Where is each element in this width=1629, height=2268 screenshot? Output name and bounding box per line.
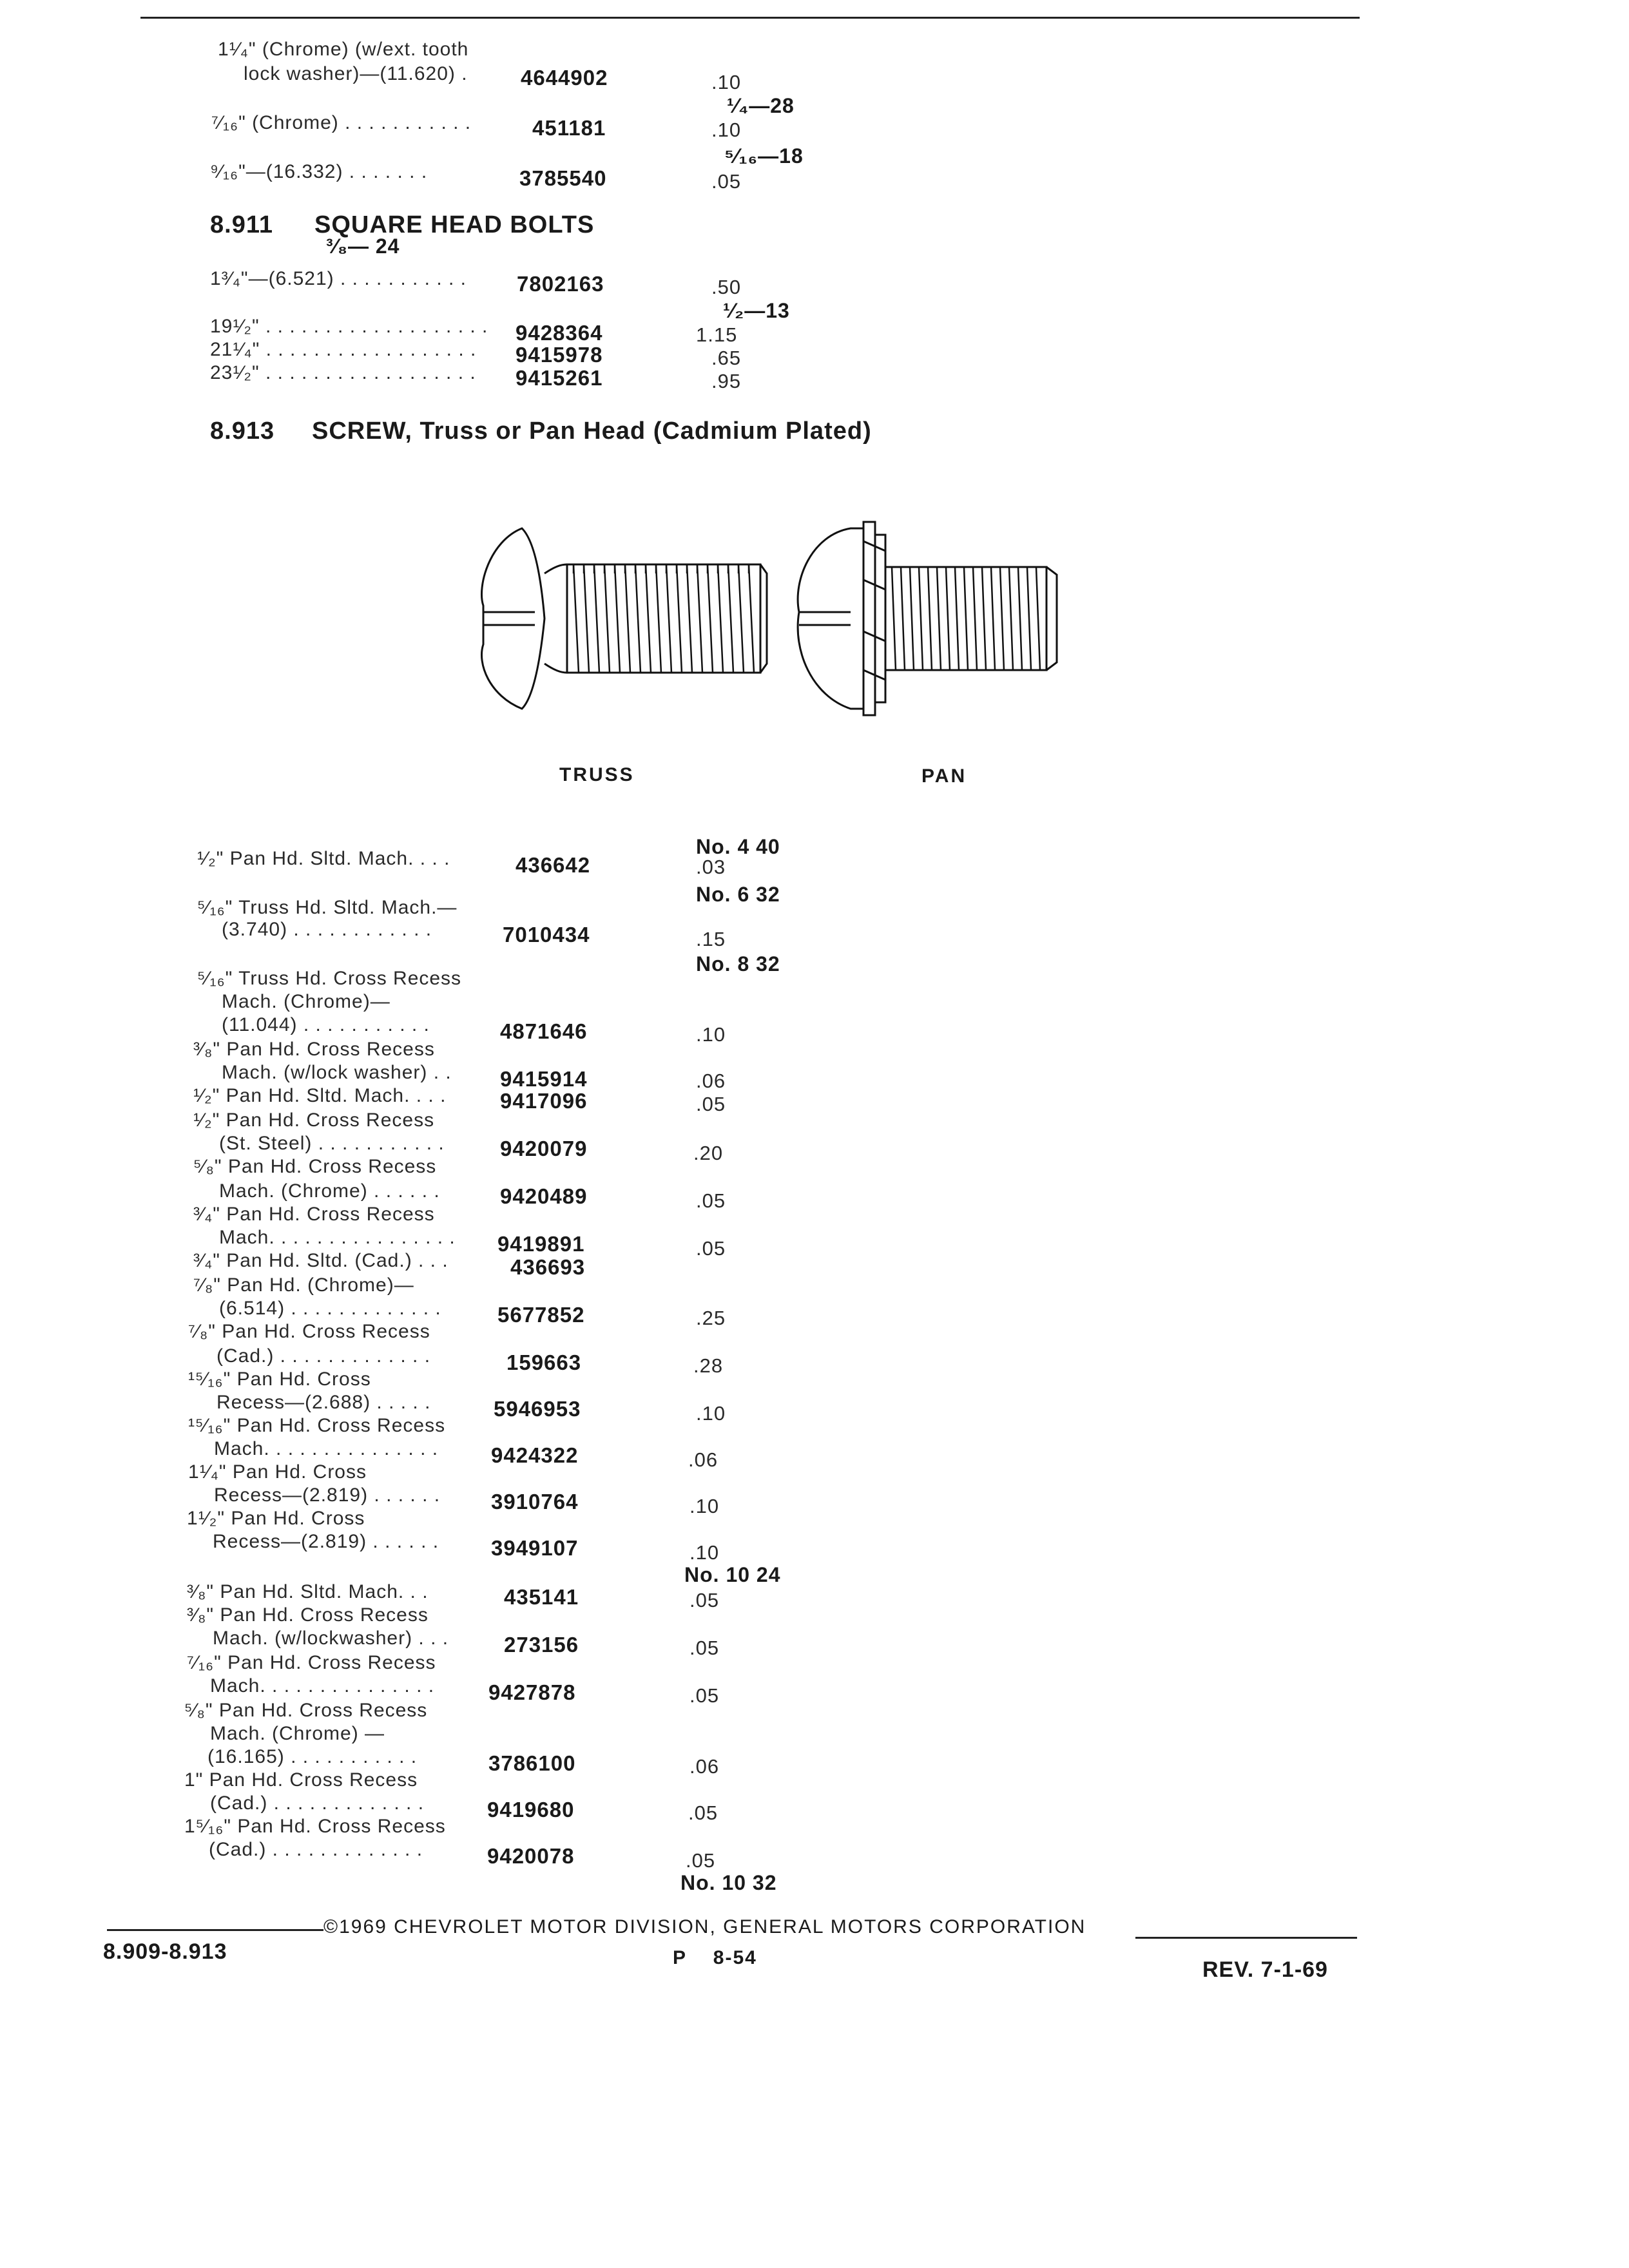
part-number: 3785540 — [519, 166, 607, 190]
entry-desc: ⁷⁄₈" Pan Hd. (Chrome)— — [193, 1274, 414, 1296]
price: .65 — [711, 347, 742, 369]
price: .03 — [696, 856, 726, 878]
price: .06 — [689, 1755, 720, 1778]
screw-illustration — [464, 503, 1070, 747]
thread-size: No. 10 24 — [684, 1563, 781, 1586]
part-number: 9419680 — [487, 1798, 575, 1821]
thread-size: No. 10 32 — [680, 1871, 777, 1894]
price: .05 — [689, 1684, 720, 1707]
part-number: 9419891 — [497, 1232, 585, 1256]
entry-desc: 21¹⁄₄" . . . . . . . . . . . . . . . . . . — [210, 339, 477, 360]
entry-desc: ⁷⁄₈" Pan Hd. Cross Recess — [188, 1321, 430, 1342]
thread-size: No. 4 40 — [696, 835, 780, 858]
pan-screw-drawing — [798, 522, 1057, 715]
entry-desc: Recess—(2.688) . . . . . — [217, 1392, 431, 1413]
entry-desc: ⁵⁄₁₆" Truss Hd. Sltd. Mach.— — [197, 897, 458, 918]
part-number: 3910764 — [491, 1490, 579, 1514]
entry-desc: Mach. . . . . . . . . . . . . . . — [214, 1438, 439, 1459]
part-number: 435141 — [504, 1585, 579, 1609]
entry-desc: Mach. (Chrome) — — [210, 1723, 385, 1744]
figure-label-truss: TRUSS — [559, 764, 635, 785]
price: .10 — [696, 1023, 726, 1046]
entry-desc: Mach. (w/lock washer) . . — [222, 1062, 452, 1083]
part-number: 436693 — [510, 1255, 586, 1279]
price: .25 — [696, 1307, 726, 1329]
entry-desc: (St. Steel) . . . . . . . . . . . — [219, 1133, 445, 1154]
entry-desc: 1¹⁄₄" (Chrome) (w/ext. tooth — [218, 39, 469, 60]
entry-desc: ¹⁄₂" Pan Hd. Cross Recess — [193, 1110, 435, 1131]
part-number: 9420489 — [500, 1184, 588, 1208]
entry-desc: 1" Pan Hd. Cross Recess — [184, 1769, 418, 1791]
price: .05 — [711, 170, 742, 193]
footer-rule-left — [107, 1929, 323, 1931]
thread-size: ¹⁄₂—13 — [723, 299, 790, 322]
part-number: 9427878 — [488, 1680, 576, 1704]
price: 1.15 — [696, 323, 738, 346]
part-number: 9428364 — [516, 321, 603, 345]
entry-desc: ³⁄₈" Pan Hd. Cross Recess — [193, 1039, 435, 1060]
entry-desc: ⁵⁄₁₆" Truss Hd. Cross Recess — [197, 968, 462, 989]
footer-rule-right — [1135, 1937, 1357, 1939]
entry-desc: ⁹⁄₁₆"—(16.332) . . . . . . . — [210, 161, 428, 182]
entry-desc: (Cad.) . . . . . . . . . . . . . — [210, 1792, 425, 1814]
truss-screw-drawing — [482, 528, 767, 709]
entry-desc: Recess—(2.819) . . . . . . — [213, 1531, 439, 1552]
page-number: P 8-54 — [673, 1947, 757, 1968]
part-number: 5946953 — [494, 1397, 581, 1421]
entry-desc: ¹⁵⁄₁₆" Pan Hd. Cross — [188, 1369, 371, 1390]
price: .50 — [711, 276, 742, 298]
entry-desc: ³⁄₈" Pan Hd. Sltd. Mach. . . — [187, 1581, 429, 1602]
entry-desc: 1¹⁄₂" Pan Hd. Cross — [187, 1508, 365, 1529]
revision-date: REV. 7-1-69 — [1202, 1957, 1328, 1982]
section-number: 8.911 — [210, 211, 273, 238]
entry-desc: (6.514) . . . . . . . . . . . . . — [219, 1298, 441, 1319]
part-number: 9420078 — [487, 1844, 575, 1868]
price: .95 — [711, 370, 742, 392]
entry-desc: Mach. . . . . . . . . . . . . . . — [210, 1675, 435, 1696]
price: .05 — [689, 1637, 720, 1659]
price: .05 — [688, 1802, 718, 1824]
thread-size: ³⁄₈— 24 — [326, 235, 400, 258]
thread-size: ¹⁄₄—28 — [727, 94, 795, 117]
entry-desc: (16.165) . . . . . . . . . . . — [207, 1746, 418, 1767]
entry-desc: (Cad.) . . . . . . . . . . . . . — [217, 1345, 431, 1367]
entry-desc: ¹⁄₂" Pan Hd. Sltd. Mach. . . . — [193, 1085, 447, 1106]
price: .05 — [686, 1849, 716, 1872]
price: .10 — [711, 119, 742, 141]
entry-desc: Mach. (w/lockwasher) . . . — [213, 1628, 449, 1649]
price: .05 — [689, 1589, 720, 1611]
section-title: SCREW, Truss or Pan Head (Cadmium Plated) — [312, 418, 872, 445]
entry-desc: ¹⁄₂" Pan Hd. Sltd. Mach. . . . — [197, 848, 450, 869]
section-number: 8.913 — [210, 418, 275, 445]
entry-desc: (Cad.) . . . . . . . . . . . . . — [209, 1839, 423, 1860]
part-number: 436642 — [516, 853, 591, 877]
part-number: 3786100 — [488, 1751, 576, 1775]
entry-desc: ³⁄₄" Pan Hd. Sltd. (Cad.) . . . — [193, 1250, 448, 1271]
price: .10 — [696, 1402, 726, 1425]
price: .10 — [689, 1541, 720, 1564]
price: .10 — [689, 1495, 720, 1517]
price: .06 — [696, 1070, 726, 1092]
part-number: 451181 — [532, 116, 606, 140]
entry-desc: 19¹⁄₂" . . . . . . . . . . . . . . . . . . . — [210, 316, 488, 337]
entry-desc: ¹⁵⁄₁₆" Pan Hd. Cross Recess — [188, 1415, 446, 1436]
price: .05 — [696, 1093, 726, 1115]
entry-desc: lock washer)—(11.620) . — [244, 63, 468, 84]
entry-desc: ⁵⁄₈" Pan Hd. Cross Recess — [193, 1156, 437, 1177]
entry-desc: Mach. (Chrome) . . . . . . — [219, 1180, 440, 1202]
entry-desc: 1⁵⁄₁₆" Pan Hd. Cross Recess — [184, 1816, 446, 1837]
entry-desc: ³⁄₈" Pan Hd. Cross Recess — [187, 1604, 429, 1626]
top-rule — [140, 17, 1360, 19]
part-number: 9415914 — [500, 1067, 588, 1091]
section-range: 8.909-8.913 — [103, 1939, 227, 1964]
price: .10 — [711, 71, 742, 93]
price: .28 — [693, 1354, 724, 1377]
price: .20 — [693, 1142, 724, 1164]
part-number: 4644902 — [521, 66, 608, 90]
price: .15 — [696, 928, 726, 950]
entry-desc: 1¹⁄₄" Pan Hd. Cross — [188, 1461, 367, 1483]
part-number: 4871646 — [500, 1019, 588, 1043]
part-number: 7010434 — [503, 923, 590, 947]
part-number: 9415978 — [516, 343, 603, 367]
entry-desc: 1³⁄₄"—(6.521) . . . . . . . . . . . — [210, 268, 467, 289]
entry-desc: 23¹⁄₂" . . . . . . . . . . . . . . . . . . — [210, 362, 476, 383]
entry-desc: ⁷⁄₁₆" (Chrome) . . . . . . . . . . . — [211, 112, 472, 133]
entry-desc: Recess—(2.819) . . . . . . — [214, 1485, 441, 1506]
part-number: 273156 — [504, 1633, 579, 1657]
part-number: 9415261 — [516, 366, 603, 390]
price: .05 — [696, 1237, 726, 1260]
copyright-line: ©1969 CHEVROLET MOTOR DIVISION, GENERAL MOTORS CORPORATION — [323, 1916, 1086, 1937]
entry-desc: ⁵⁄₈" Pan Hd. Cross Recess — [184, 1700, 428, 1721]
part-number: 9424322 — [491, 1443, 579, 1467]
price: .06 — [688, 1448, 718, 1471]
entry-desc: (11.044) . . . . . . . . . . . — [222, 1014, 430, 1035]
part-number: 159663 — [506, 1350, 582, 1374]
section-title: SQUARE HEAD BOLTS — [314, 211, 595, 238]
part-number: 5677852 — [497, 1303, 585, 1327]
part-number: 3949107 — [491, 1536, 579, 1560]
part-number: 7802163 — [517, 272, 604, 296]
entry-desc: ⁷⁄₁₆" Pan Hd. Cross Recess — [187, 1652, 436, 1673]
thread-size: ⁵⁄₁₆—18 — [724, 144, 804, 168]
entry-desc: (3.740) . . . . . . . . . . . . — [222, 919, 432, 940]
thread-size: No. 6 32 — [696, 883, 780, 906]
entry-desc: Mach. (Chrome)— — [222, 991, 390, 1012]
part-number: 9417096 — [500, 1089, 588, 1113]
entry-desc: Mach. . . . . . . . . . . . . . . . — [219, 1227, 456, 1248]
figure-label-pan: PAN — [921, 765, 967, 787]
part-number: 9420079 — [500, 1137, 588, 1160]
price: .05 — [696, 1189, 726, 1212]
thread-size: No. 8 32 — [696, 952, 780, 975]
entry-desc: ³⁄₄" Pan Hd. Cross Recess — [193, 1204, 435, 1225]
